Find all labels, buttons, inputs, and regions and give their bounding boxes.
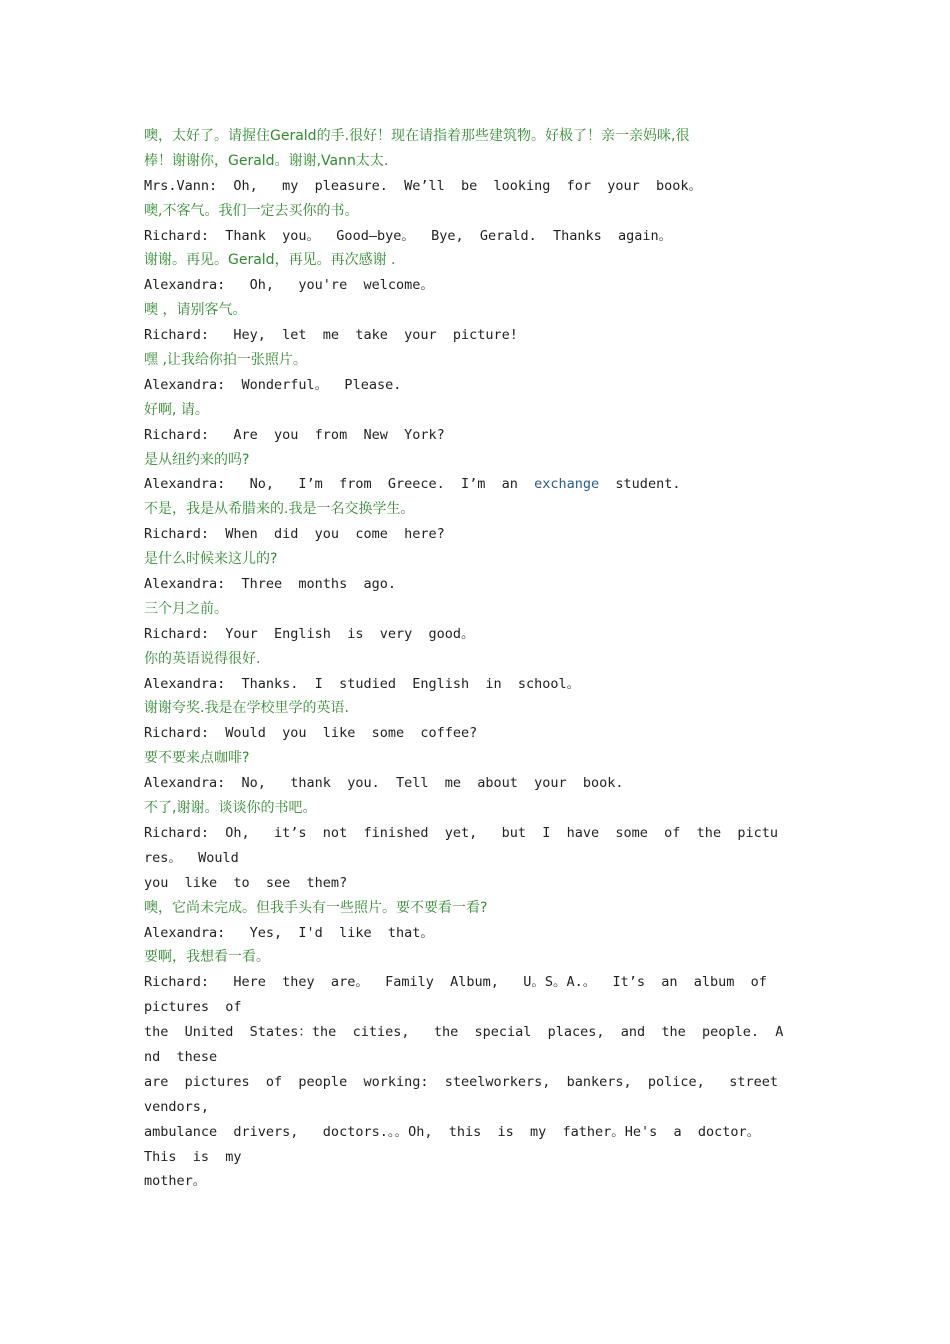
dialogue-line: the United States：the cities, the special places, and the people. A <box>144 1024 784 1041</box>
translation-line: 三个月之前。 <box>144 600 228 617</box>
translation-line: 谢谢。再见。Gerald，再见。再次感谢 . <box>144 252 396 269</box>
translation-line: 好啊, 请。 <box>144 401 209 418</box>
dialogue-line: Richard: Would you like some coffee? <box>144 725 478 742</box>
dialogue-line: Richard: Hey, let me take your picture! <box>144 327 518 344</box>
dialogue-line: you like to see them? <box>144 874 348 891</box>
dialogue-line: res。 Would <box>144 849 239 866</box>
translation-line: 噢，它尚未完成。但我手头有一些照片。要不要看一看? <box>144 899 488 916</box>
translation-line: 要啊，我想看一看。 <box>144 949 270 966</box>
dialogue-line: Alexandra: No, thank you. Tell me about your book. <box>144 775 624 792</box>
translation-line: 噢，太好了。请握住Gerald的手.很好！现在请指着那些建筑物。好极了！亲一亲妈咪,很 <box>144 128 690 144</box>
dialogue-line: Alexandra: Oh, you're welcome。 <box>144 277 434 294</box>
translation-line: 嘿 ,让我给你拍一张照片。 <box>144 352 307 369</box>
dialogue-line: Richard: Your English is very good。 <box>144 625 475 642</box>
translation-line: 你的英语说得很好. <box>144 650 261 667</box>
dialogue-line: This is my <box>144 1148 242 1165</box>
dialogue-line: vendors, <box>144 1098 210 1115</box>
translation-line: 噢,不客气。我们一定去买你的书。 <box>144 202 359 219</box>
dialogue-line: Alexandra: Thanks. I studied English in school。 <box>144 675 581 692</box>
dialogue-line: Alexandra: Wonderful。 Please. <box>144 376 402 393</box>
dialogue-line: Alexandra: Three months ago. <box>144 576 396 593</box>
dialogue-line: Richard: Oh, it’s not finished yet, but I have some of the pictu <box>144 824 778 841</box>
dialogue-line: pictures of <box>144 999 242 1016</box>
dialogue-line: ambulance drivers, doctors.。。Oh, this is my father。He's a doctor。 <box>144 1123 761 1140</box>
translation-line: 噢 ，请别客气。 <box>144 302 247 319</box>
dialogue-text: Alexandra: No, I’m from Greece. I’m an <box>144 476 535 493</box>
translation-line: 谢谢夸奖.我是在学校里学的英语. <box>144 700 349 717</box>
translation-line: 不是，我是从希腊来的.我是一名交换学生。 <box>144 501 415 518</box>
dialogue-line: Richard: Here they are。 Family Album, U。S。A.。 It’s an album of <box>144 974 767 991</box>
dialogue-line: Richard: Thank you。 Good—bye。 Bye, Gerald. Thanks again。 <box>144 227 673 244</box>
dialogue-line: Mrs.Vann: Oh, my pleasure. We’ll be looking for your book。 <box>144 177 703 194</box>
dialogue-line <box>144 472 814 497</box>
dialogue-line: nd these <box>144 1048 218 1065</box>
translation-line: 是什么时候来这儿的? <box>144 551 278 568</box>
dialogue-line: mother。 <box>144 1173 207 1190</box>
translation-line: 棒！谢谢你，Gerald。谢谢,Vann太太. <box>144 152 389 169</box>
exchange-link[interactable]: exchange <box>534 476 600 493</box>
translation-line: 要不要来点咖啡? <box>144 750 250 767</box>
translation-line: 不了,谢谢。谈谈你的书吧。 <box>144 800 317 817</box>
translation-line: 是从纽约来的吗? <box>144 451 250 468</box>
dialogue-line: Alexandra: Yes, I'd like that。 <box>144 924 434 941</box>
document-body <box>144 124 814 1194</box>
dialogue-text: student. <box>599 476 681 493</box>
dialogue-line: are pictures of people working: steelworkers, bankers, police, street <box>144 1073 778 1090</box>
dialogue-line: Richard: When did you come here? <box>144 526 445 543</box>
dialogue-line: Richard: Are you from New York? <box>144 426 445 443</box>
